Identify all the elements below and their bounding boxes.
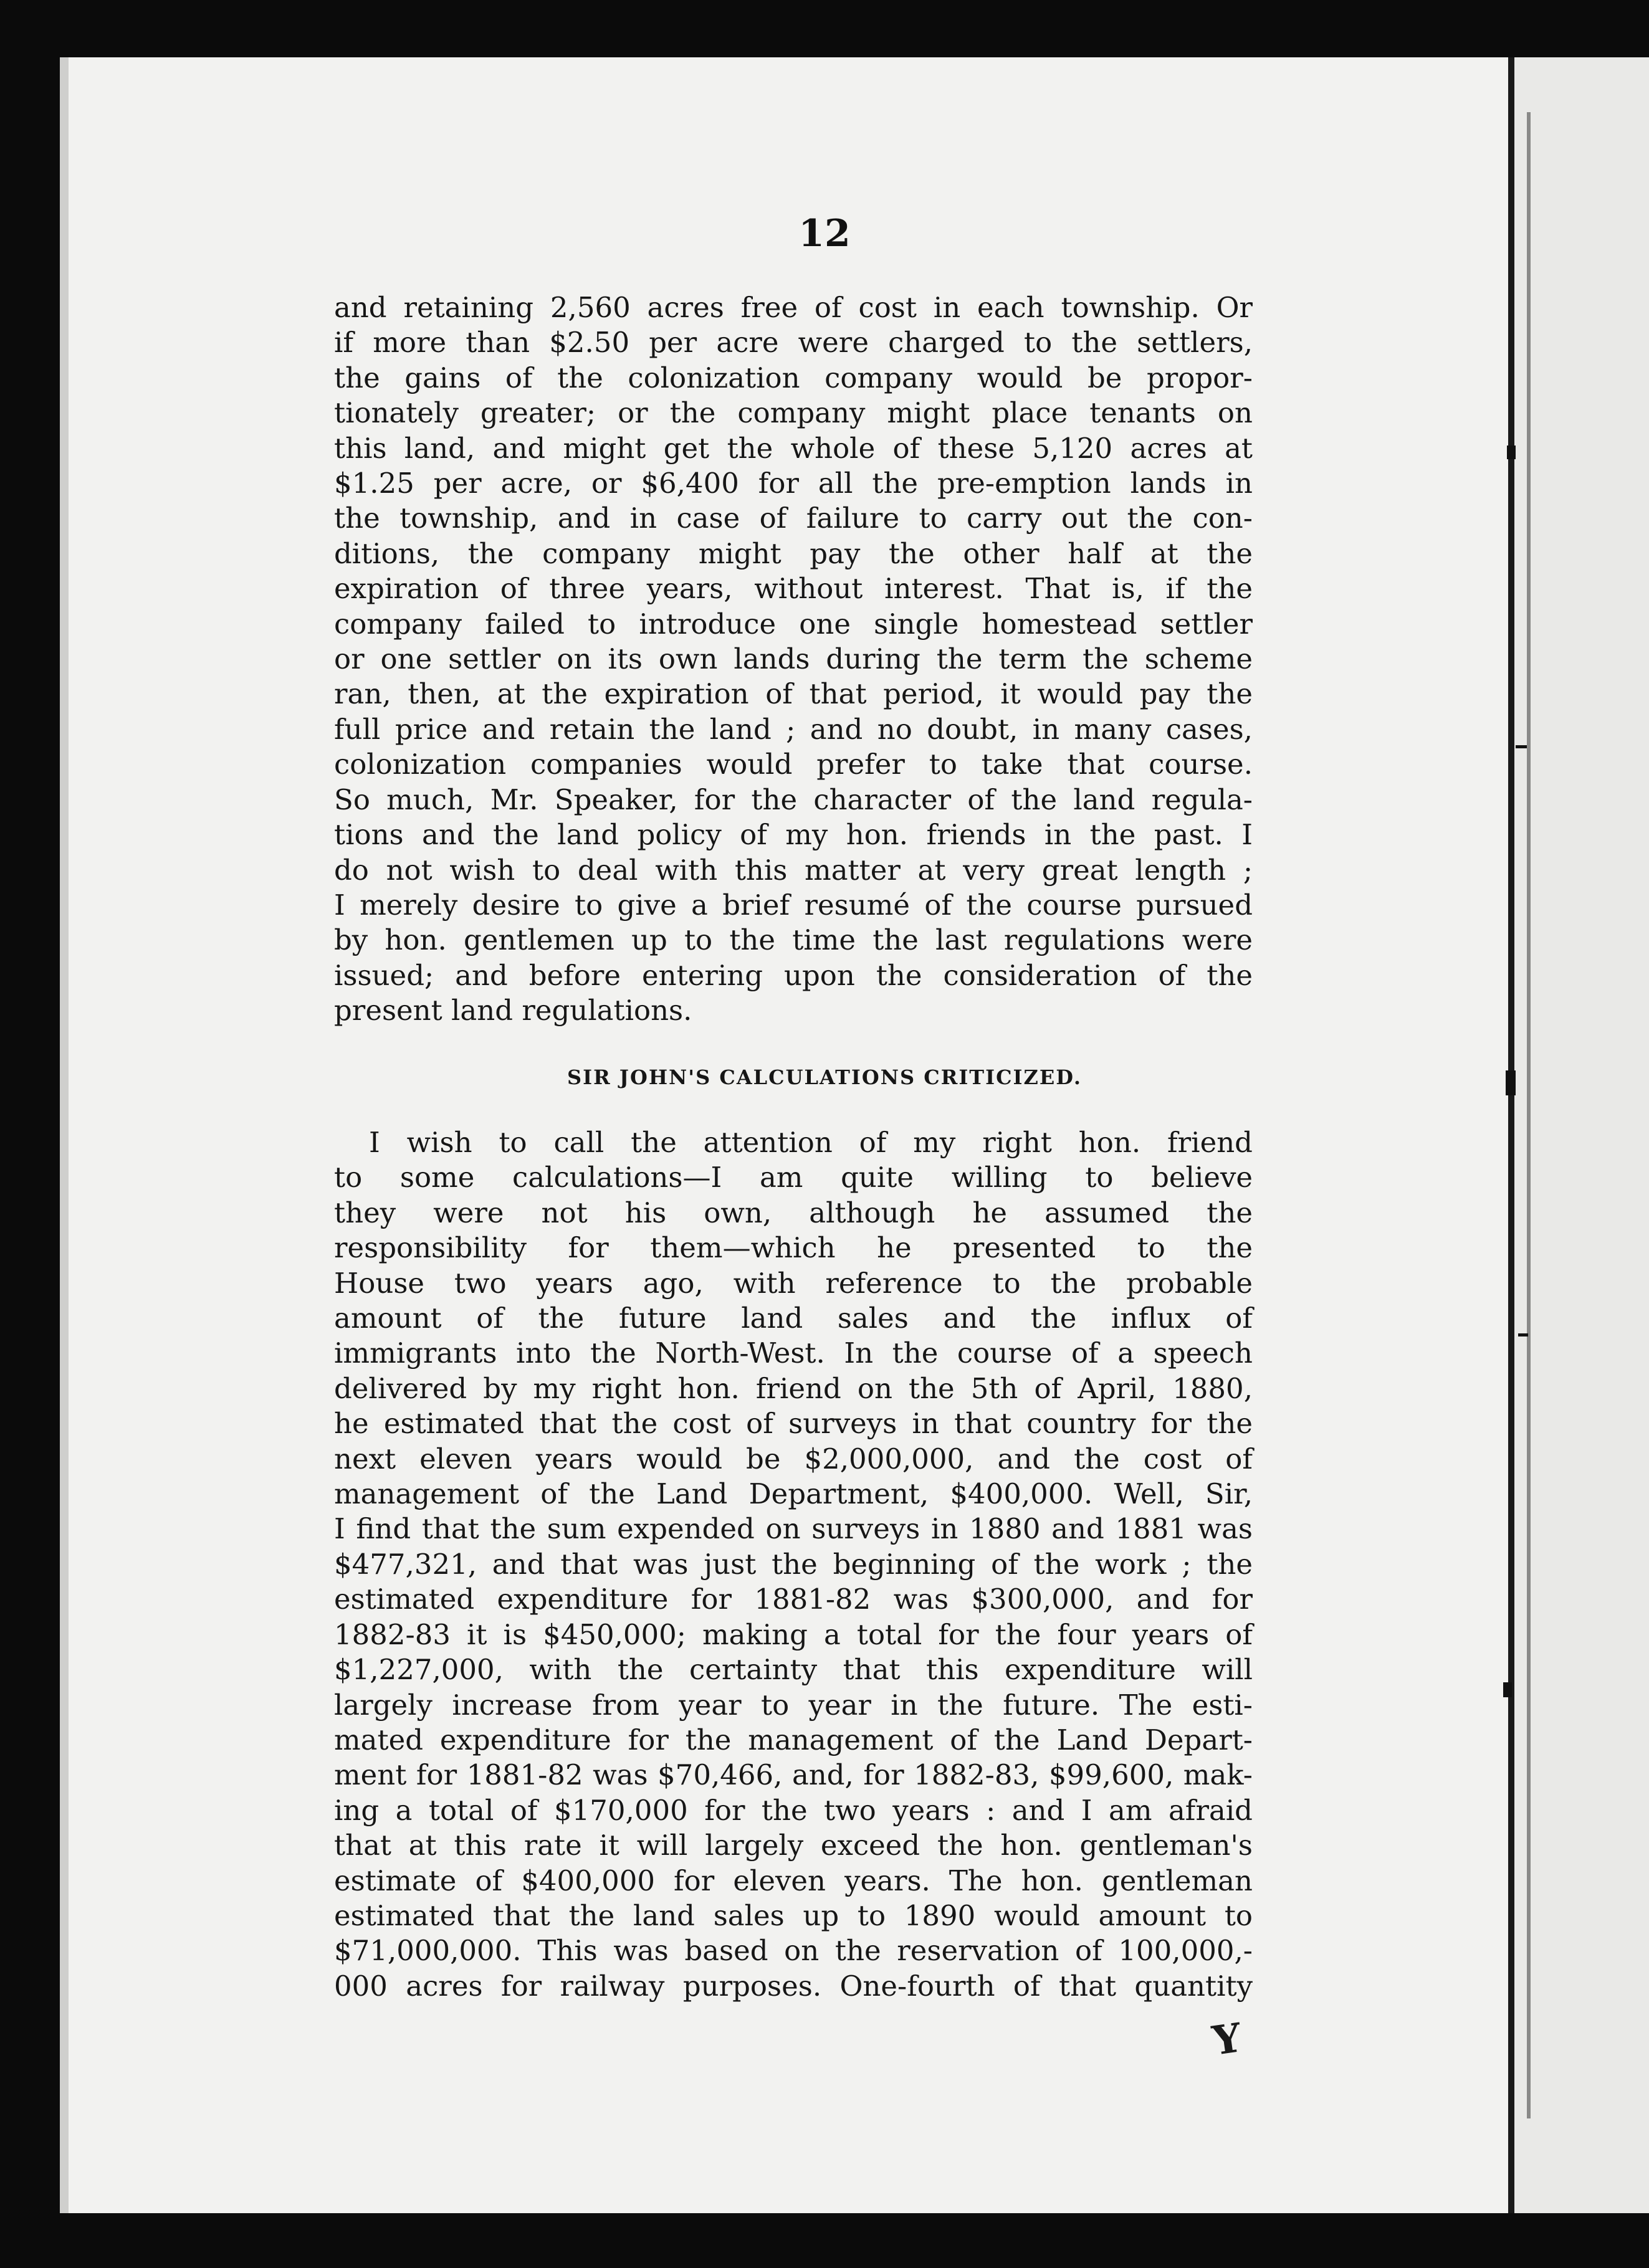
edge-speck [1507, 446, 1516, 459]
text-line: if more than $2.50 per acre were charged to the settlers, [334, 326, 1253, 360]
text-line: House two years ago, with reference to the probable [334, 1266, 1253, 1300]
text-line: $1,227,000, with the certainty that this expenditure will [334, 1653, 1253, 1687]
text-line: largely increase from year to year in the future. The esti- [334, 1688, 1253, 1722]
text-line: I find that the sum expended on surveys in 1880 and 1881 was [334, 1512, 1253, 1546]
edge-speck [1516, 745, 1527, 748]
text-line: immigrants into the North-West. In the course of a speech [334, 1336, 1253, 1370]
catchword-mark: Y [1210, 2014, 1245, 2065]
text-line: ran, then, at the expiration of that period, it would pay the [334, 677, 1253, 711]
text-line: to some calculations—I am quite willing to believe [334, 1161, 1253, 1194]
text-line: mated expenditure for the management of the Land Depart- [334, 1723, 1253, 1756]
text-line: or one settler on its own lands during the term the scheme [334, 642, 1253, 676]
text-line: present land regulations. [334, 994, 692, 1027]
text-line: responsibility for them—which he presented to the [334, 1231, 1253, 1265]
text-line: the gains of the colonization company would be propor- [334, 361, 1253, 394]
text-line: ing a total of $170,000 for the two years : and I am afraid [334, 1793, 1253, 1827]
text-line: this land, and might get the whole of these 5,120 acres at [334, 431, 1253, 465]
text-line: colonization companies would prefer to take that course. [334, 748, 1253, 781]
text-line: So much, Mr. Speaker, for the character of the land regula- [334, 783, 1253, 816]
text-line: ment for 1881-82 was $70,466, and, for 1882-83, $99,600, mak- [334, 1758, 1253, 1792]
text-line: ditions, the company might pay the other half at the [334, 536, 1253, 570]
text-line: they were not his own, although he assumed the [334, 1196, 1253, 1229]
text-line: estimated that the land sales up to 1890 would amount to [334, 1899, 1253, 1932]
binding-shadow [1527, 112, 1531, 2118]
text-line: the township, and in case of failure to carry out the con- [334, 502, 1253, 535]
text-line: tions and the land policy of my hon. friends in the past. I [334, 818, 1253, 852]
text-line: $477,321, and that was just the beginning of the work ; the [334, 1547, 1253, 1581]
text-line: expiration of three years, without interest. That is, if the [334, 572, 1253, 606]
text-line: 000 acres for railway purposes. One-fourth of that quantity [334, 1969, 1253, 2003]
text-line: $71,000,000. This was based on the reservation of 100,000,- [334, 1934, 1253, 1968]
text-line: amount of the future land sales and the influx of [334, 1302, 1253, 1335]
paragraph-2 [334, 1125, 1253, 2004]
section-heading: SIR JOHN'S CALCULATIONS CRITICIZED. [566, 1065, 1082, 1089]
text-line: issued; and before entering upon the consideration of the [334, 958, 1253, 992]
text-line: estimate of $400,000 for eleven years. The hon. gentleman [334, 1864, 1253, 1897]
edge-speck [1518, 1333, 1528, 1336]
text-line: tionately greater; or the company might place tenants on [334, 396, 1253, 430]
page-number: 12 [798, 212, 851, 255]
text-line: 1882-83 it is $450,000; making a total for the four years of [334, 1618, 1253, 1651]
text-line: next eleven years would be $2,000,000, and the cost of [334, 1442, 1253, 1475]
text-line: full price and retain the land ; and no doubt, in many cases, [334, 712, 1253, 746]
text-line: delivered by my right hon. friend on the 5th of April, 1880, [334, 1371, 1253, 1405]
paragraph-1 [334, 290, 1253, 1029]
text-line: company failed to introduce one single homestead settler [334, 607, 1253, 641]
text-line: I wish to call the attention of my right hon. friend [369, 1126, 1253, 1159]
text-line: I merely desire to give a brief resumé of the course pursued [334, 888, 1253, 922]
text-line: estimated expenditure for 1881-82 was $300,000, and for [334, 1583, 1253, 1616]
text-line: $1.25 per acre, or $6,400 for all the pre-emption lands in [334, 467, 1253, 500]
text-line: and retaining 2,560 acres free of cost in each township. Or [334, 291, 1253, 324]
text-line: do not wish to deal with this matter at very great length ; [334, 853, 1253, 887]
text-line: he estimated that the cost of surveys in that country for the [334, 1407, 1253, 1441]
text-line: that at this rate it will largely exceed the hon. gentleman's [334, 1829, 1253, 1862]
text-line: management of the Land Department, $400,000. Well, Sir, [334, 1477, 1253, 1511]
text-line: by hon. gentlemen up to the time the last regulations were [334, 923, 1253, 957]
edge-speck [1503, 1682, 1512, 1697]
